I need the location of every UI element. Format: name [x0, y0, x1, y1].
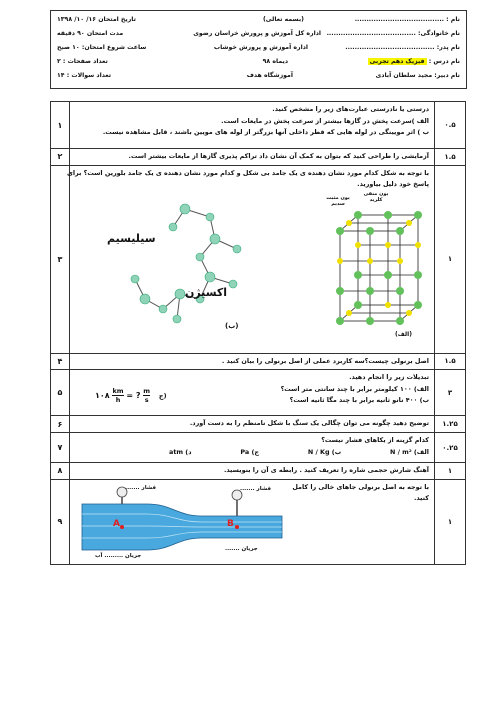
- question-body: [70, 416, 435, 433]
- question-text: درستی یا نادرستی عبارت‌های زیر را مشخص کنید.: [272, 105, 429, 113]
- oxygen-label: اکسیژن: [185, 285, 228, 299]
- page-count: تعداد صفحات : ۲: [57, 58, 108, 65]
- pressure-gauge-b-label: فشار .......: [240, 485, 271, 492]
- father-name-label: نام پدر: ......................................: [345, 44, 460, 51]
- question-body: [70, 463, 435, 480]
- subject-label: نام درس :: [426, 58, 460, 65]
- question-text: کنید.: [413, 493, 429, 502]
- question-row: [51, 165, 466, 353]
- chloride-label: یون منفی کلرید: [363, 190, 389, 203]
- family-name-label: نام خانوادگی: ......................................: [326, 30, 460, 37]
- flow-a-label: جریان ......... آب: [95, 552, 142, 559]
- question-body: [70, 479, 435, 564]
- question-text: آهنگ شارش حجمی شاره را تعریف کنید . رابطه ی آن را بنویسید.: [223, 466, 429, 474]
- question-text: الف )سرعت پخش در گازها بیشتر از سرعت پخش در مایعات است.: [221, 116, 429, 125]
- question-score: ۳: [435, 370, 466, 416]
- question-number: ۸: [51, 463, 70, 480]
- unit-conversion-formula: ۱۰۸ $\frac{km}{h}$ = ? $\frac{m}{s}$ ج): [95, 387, 167, 404]
- question-text: کدام گزینه از یکاهای فشار نیست؟: [321, 436, 429, 444]
- question-text: ب ) اثر مویینگی در لوله هایی که قطر داخلی آنها بزرگتر از لوله های مویین باشند ، قابل مشاهده نیست.: [102, 128, 429, 136]
- question-number: ۳: [51, 165, 70, 353]
- question-text: ب) ۴۰۰ نانو ثانیه برابر با چند مگا ثانیه است؟: [289, 396, 429, 404]
- questions-table: [50, 101, 466, 565]
- exam-duration: مدت امتحان ۹۰ دقیقه: [57, 30, 124, 37]
- question-score: ۱.۲۵: [435, 416, 466, 433]
- point-b-label: B: [227, 518, 234, 529]
- question-row: [51, 416, 466, 433]
- question-text: با توجه به شکل کدام مورد نشان دهنده ی یک جامد بی شکل و کدام مورد نشان دهنده ی یک جامد بلورین است؟ برای: [67, 168, 429, 177]
- question-score: ۰.۲۵: [435, 433, 466, 463]
- figure-a-label: (الف): [395, 330, 412, 338]
- question-body: [70, 433, 435, 463]
- question-number: ۵: [51, 370, 70, 416]
- question-score: ۱: [435, 165, 466, 353]
- teacher-label: نام دبیر: مجید سلطان آبادی: [375, 72, 460, 79]
- answer-options: [169, 447, 429, 459]
- subject-field: [368, 58, 460, 65]
- question-text: آزمایشی را طراحی کنید که بتوان به کمک آن نشان داد تراکم پذیری گازها از مایعات بیشتر است.: [128, 152, 429, 160]
- question-row: [51, 433, 466, 463]
- question-body: [67, 165, 435, 353]
- question-row: [51, 102, 466, 149]
- question-text: الف) ۱۰۰ کیلومتر برابر با چند سانتی متر است؟: [280, 384, 429, 393]
- question-score: ۱.۵: [435, 149, 466, 166]
- question-row: [51, 353, 466, 370]
- exam-date: تاریخ امتحان ۱۶/ ۱۰/ ۱۳۹۸: [57, 16, 136, 23]
- flow-b-label: جریان .......: [225, 545, 258, 552]
- question-number: ۱: [51, 102, 70, 149]
- department-2: اداره آموزش و پرورش خوشاب: [213, 44, 308, 51]
- exam-month: دیماه ۹۸: [262, 58, 288, 65]
- question-number: ۶: [51, 416, 70, 433]
- department-1: اداره کل آموزش و پرورش خراسان رضوی: [193, 30, 321, 37]
- point-a-label: A: [113, 518, 120, 529]
- question-body: [70, 149, 435, 166]
- crystal-solid-diagram: [330, 201, 430, 336]
- question-score: ۰.۵: [435, 102, 466, 149]
- question-row: [51, 370, 466, 416]
- student-name-label: نام : ......................................: [354, 16, 460, 23]
- question-text: تبدیلات زیر را انجام دهید.: [349, 373, 429, 381]
- question-number: ۷: [51, 433, 70, 463]
- question-text: پاسخ خود دلیل بیاورید.: [357, 180, 429, 188]
- amorphous-solid-diagram: [115, 199, 245, 334]
- exam-header: [50, 10, 467, 89]
- question-body: [70, 102, 435, 149]
- question-body: [70, 353, 435, 370]
- question-row: [51, 479, 466, 564]
- basmala: (بسمه تعالی): [262, 16, 304, 23]
- question-score: ۱: [435, 463, 466, 480]
- subject-value: فیزیک دهم تجربی: [369, 58, 425, 65]
- question-score: ۱.۵: [435, 353, 466, 370]
- start-time: ساعت شروع امتحان: ۱۰ صبح: [57, 44, 147, 51]
- question-row: [51, 149, 466, 166]
- question-row: [51, 463, 466, 480]
- question-body: [70, 370, 435, 416]
- solids-figure: [75, 191, 429, 339]
- option-a[interactable]: الف) N / m²: [390, 447, 429, 456]
- option-b[interactable]: ب) N / Kg: [307, 447, 342, 456]
- figure-b-label: (ب): [225, 321, 239, 330]
- option-c[interactable]: ج) Pa: [240, 447, 259, 456]
- question-number: ۴: [51, 353, 70, 370]
- question-number: ۲: [51, 149, 70, 166]
- silicon-label: سیلیسیم: [107, 231, 156, 245]
- question-text: با توجه به اصل برنولی جاهای خالی را کامل: [292, 482, 429, 491]
- option-d[interactable]: د) atm: [169, 447, 192, 456]
- question-text: توضیح دهید چگونه می توان چگالی یک سنگ با شکل نامنظم را به دست آورد.: [189, 419, 429, 427]
- school-name: آموزشگاه هدف: [246, 72, 293, 79]
- pressure-gauge-a-label: فشار .......: [125, 484, 156, 491]
- question-number: ۹: [51, 479, 70, 564]
- question-text: اصل برنولی چیست؟سه کاربرد عملی از اصل برنولی را بیان کنید .: [221, 356, 429, 365]
- sodium-label: یون مثبت سدیم: [326, 194, 350, 207]
- question-score: ۱: [435, 479, 466, 564]
- question-count: تعداد سوالات : ۱۴: [57, 72, 112, 79]
